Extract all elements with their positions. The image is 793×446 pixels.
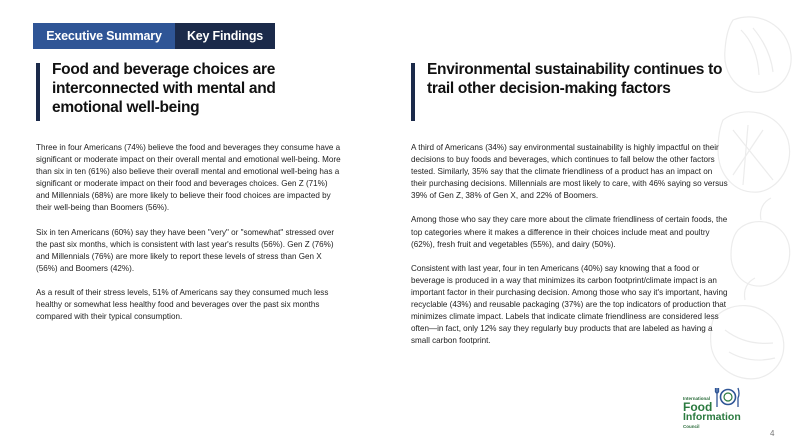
left-heading: Food and beverage choices are interconnected with mental and emotional well-being bbox=[52, 61, 276, 116]
right-paragraph-3: Consistent with last year, four in ten Americans (40%) say knowing that a food or beverage is produced in a way that minimizes its carbon footprint/climate impact is an important factor in their purchasing decision. Among those who say it's important, having recyclable (43%) and reusable packaging (37%) are the top indicators of production that minimizes climate impact. Labels that indicate climate friendliness are considered less often—in fact, only 12% say they regularly buy products that are labeled as having a small carbon footprint. bbox=[411, 263, 728, 346]
right-paragraph-1: A third of Americans (34%) say environmental sustainability is highly impactful on their decisions to buy foods and beverages, which continues to fall below the other factors tested. Similarly, 35% say that the climate friendliness of a product has an impact on their purchasing decisions. Millennials are most likely to care, with 46% saying so versus 39% of Gen Z, 38% of Gen X, and 22% of Boomers. bbox=[411, 143, 728, 201]
tab-bar bbox=[33, 23, 275, 49]
left-paragraph-3: As a result of their stress levels, 51% of Americans say they consumed much less healthy or somewhat less healthy food and beverages over the past six months compared with their typical consumption. bbox=[36, 287, 329, 322]
logo-text-food: Food bbox=[683, 400, 713, 414]
tab-executive-summary[interactable]: Executive Summary bbox=[33, 23, 175, 49]
tab-key-findings[interactable]: Key Findings bbox=[175, 23, 275, 49]
right-body-text bbox=[411, 142, 729, 359]
right-heading-block bbox=[411, 60, 729, 98]
plate-and-fork-icon bbox=[714, 386, 740, 408]
right-heading: Environmental sustainability continues to trail other decision-making factors bbox=[427, 61, 723, 97]
logo-text-council: Council bbox=[683, 424, 700, 429]
heading-accent-bar bbox=[411, 63, 415, 121]
left-paragraph-2: Six in ten Americans (60%) say they have been "very" or "somewhat" stressed over the past six months, which is consistent with last year's results (56%). Gen Z (76%) and Millennials (76%) are more likely to report these levels of stress than Gen X (56%) and Boomers (42%). bbox=[36, 227, 335, 273]
logo-text-international: International bbox=[683, 396, 711, 401]
left-body-text bbox=[36, 142, 341, 335]
left-column-heading bbox=[36, 60, 348, 117]
right-paragraph-2: Among those who say they care more about the climate friendliness of certain foods, the top categories where it makes a difference in their choices include meat and poultry (62%), fresh fruit and vegetables (55%), and dairy (50%). bbox=[411, 215, 728, 249]
heading-accent-bar bbox=[36, 63, 40, 121]
right-column-heading bbox=[411, 60, 729, 98]
left-paragraph-1: Three in four Americans (74%) believe the food and beverages they consume have a significant or moderate impact on their overall mental and emotional well-being. More than six in ten (61%) also believe their overall mental and emotional well-being has a significant or moderate impact on their food and beverages choices. Gen Z (71%) and Millennials (68%) are more likely to believe their food choices are impacted by their well-being than Boomers (56%). bbox=[36, 143, 341, 213]
left-heading-block bbox=[36, 60, 348, 117]
ific-logo bbox=[683, 386, 763, 431]
page-number: 4 bbox=[770, 429, 775, 438]
logo-text-information: Information bbox=[683, 411, 741, 423]
